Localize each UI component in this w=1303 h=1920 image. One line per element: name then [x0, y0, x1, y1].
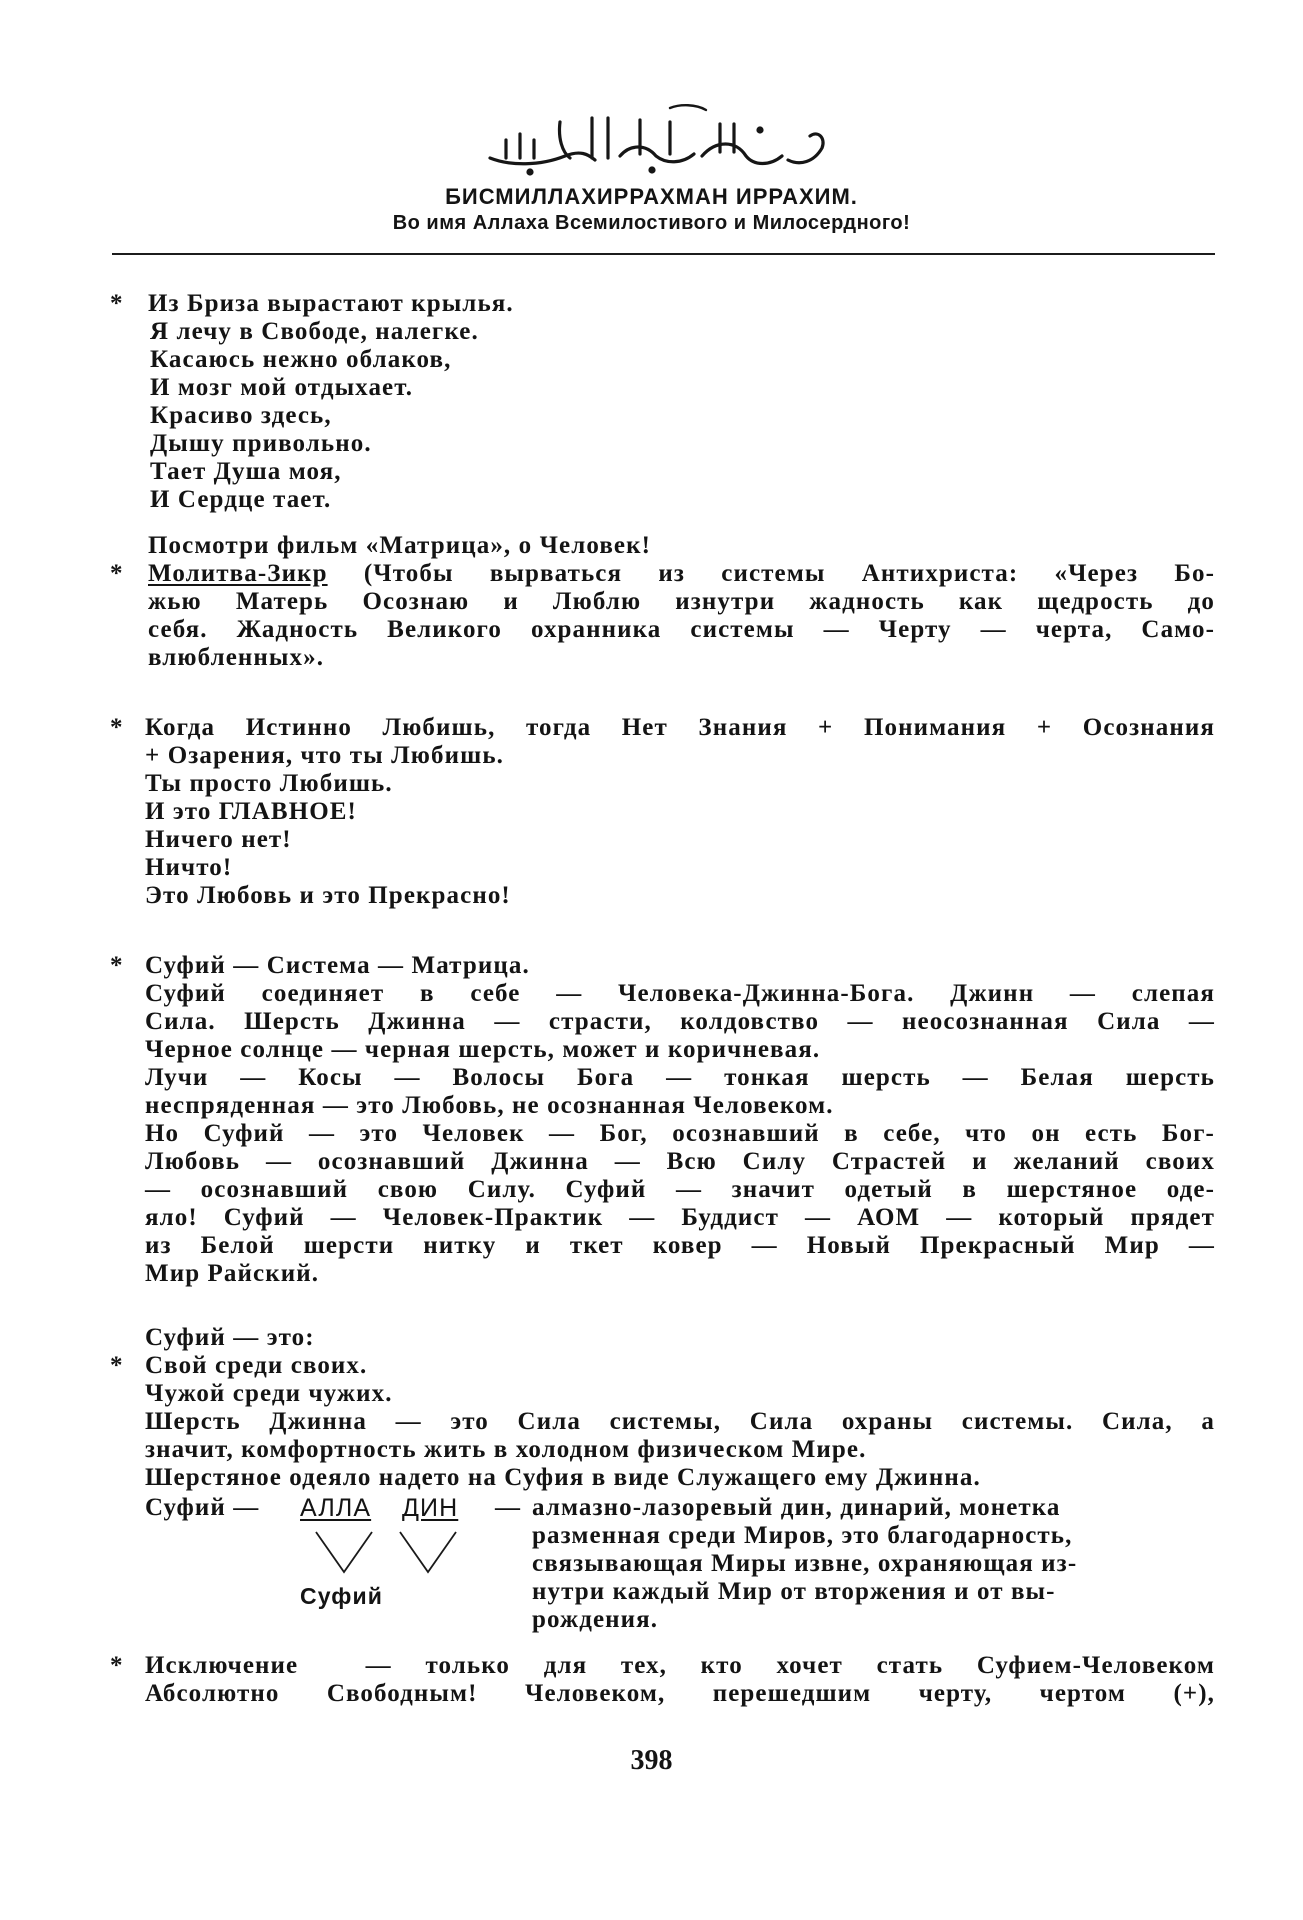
love-line: Ты просто Любишь. — [145, 770, 393, 797]
sufi-is-line: Свой среди своих. — [145, 1352, 368, 1379]
din-definition-line: алмазно-лазоревый дин, динарий, монетка — [532, 1494, 1061, 1521]
poem-line: Я лечу в Свободе, налегке. — [150, 318, 479, 345]
poem-line: Касаюсь нежно облаков, — [150, 346, 452, 373]
bullet-asterisk: * — [110, 290, 123, 317]
love-line: Ничего нет! — [145, 826, 292, 853]
diagram-label: Суфий — [300, 1583, 384, 1609]
love-line: И это ГЛАВНОЕ! — [145, 798, 357, 825]
bullet-asterisk: * — [110, 952, 123, 979]
page-number: 398 — [630, 1745, 673, 1776]
bismillah-calligraphy — [470, 100, 830, 180]
din-definition-line: нутри каждый Мир от вторжения и от вы- — [532, 1578, 1056, 1605]
sufi-line: неспряденная — это Любовь, не осознанная Человеком. — [145, 1092, 834, 1119]
love-line: + Озарения, что ты Любишь. — [145, 742, 504, 769]
bismillah-caption: БИСМИЛЛАХИРРАХМАН ИРРАХИМ. — [445, 184, 858, 209]
poem-line: И Сердце тает. — [150, 486, 332, 513]
prayer-first-line — [148, 560, 1215, 588]
exception-line: Исключение — только для тех, кто хочет стать Суфием-Человеком — [145, 1652, 1215, 1679]
sufi-is-line: Чужой среди чужих. — [145, 1380, 393, 1407]
exception-line: Абсолютно Свободным! Человеком, перешедшим черту, чертом (+), — [145, 1680, 1215, 1707]
sufi-line: Лучи — Косы — Волосы Бога — тонкая шерсть — Белая шерсть — [145, 1064, 1215, 1091]
sufi-line: Суфий соединяет в себе — Человека-Джинна-Бога. Джинн — слепая — [145, 980, 1215, 1007]
alla-din-dash: — — [495, 1494, 522, 1521]
love-line: Это Любовь и это Прекрасно! — [145, 882, 511, 909]
prayer-title: Молитва-Зикр — [148, 560, 328, 587]
alla-din-diagram — [290, 1530, 490, 1590]
prayer-line: влюбленных». — [148, 644, 325, 671]
sufi-line: — осознавший свою Силу. Суфий — значит одетый в шерстяное оде- — [145, 1176, 1215, 1203]
poem-line: Из Бриза вырастают крылья. — [148, 290, 514, 317]
love-line: Когда Истинно Любишь, тогда Нет Знания + Понимания + Осознания — [145, 714, 1215, 741]
sufi-is-line: Шерстяное одеяло надето на Суфия в виде Служащего ему Джинна. — [145, 1464, 981, 1491]
poem-line: Дышу привольно. — [150, 430, 372, 457]
din-definition-line: рождения. — [532, 1606, 659, 1633]
din-definition-line: разменная среди Миров, это благодарность, — [532, 1522, 1073, 1549]
bullet-asterisk: * — [110, 1352, 123, 1379]
prayer-line: жью Матерь Осознаю и Люблю изнутри жадность как щедрость до — [148, 588, 1215, 615]
sufi-line: Сила. Шерсть Джинна — страсти, колдовство — неосознанная Сила — — [145, 1008, 1215, 1035]
sufi-is-line: Шерсть Джинна — это Сила системы, Сила охраны системы. Сила, а — [145, 1408, 1215, 1435]
sufi-word-left: Суфий — — [145, 1494, 260, 1521]
bullet-asterisk: * — [110, 560, 123, 587]
bullet-asterisk: * — [110, 714, 123, 741]
poem-line: И мозг мой отдыхает. — [150, 374, 414, 401]
sufi-line: Суфий — Система — Матрица. — [145, 952, 530, 979]
din-branch — [400, 1532, 456, 1572]
din-word: ДИН — [402, 1494, 459, 1522]
sufi-is-line: значит, комфортность жить в холодном физическом Мире. — [145, 1436, 867, 1463]
sufi-is-intro: Суфий — это: — [145, 1324, 315, 1351]
prayer-line: себя. Жадность Великого охранника системы — Черту — черта, Само- — [148, 616, 1215, 643]
alla-word: АЛЛА — [300, 1494, 372, 1522]
poem-line: Красиво здесь, — [150, 402, 332, 429]
sufi-line: из Белой шерсти нитку и ткет ковер — Новый Прекрасный Мир — — [145, 1232, 1215, 1259]
sufi-line: Черное солнце — черная шерсть, может и коричневая. — [145, 1036, 821, 1063]
header-divider — [112, 253, 1215, 255]
prayer-intro: (Чтобы вырваться из системы Антихриста: «Через Бо- — [363, 560, 1215, 587]
sufi-line: Но Суфий — это Человек — Бог, осознавший в себе, что он есть Бог- — [145, 1120, 1215, 1147]
sufi-line: Мир Райский. — [145, 1260, 320, 1287]
sufi-line: яло! Суфий — Человек-Практик — Буддист — АОМ — который прядет — [145, 1204, 1215, 1231]
sufi-line: Любовь — осознавший Джинна — Всю Силу Страстей и желаний своих — [145, 1148, 1215, 1175]
bismillah-translation: Во имя Аллаха Всемилостивого и Милосердного! — [392, 212, 911, 234]
poem-line: Тает Душа моя, — [150, 458, 342, 485]
din-definition-line: связывающая Миры извне, охраняющая из- — [532, 1550, 1078, 1577]
alla-branch — [316, 1532, 372, 1572]
love-line: Ничто! — [145, 854, 233, 881]
bullet-asterisk: * — [110, 1652, 123, 1679]
matrix-line: Посмотри фильм «Матрица», о Человек! — [148, 532, 652, 559]
